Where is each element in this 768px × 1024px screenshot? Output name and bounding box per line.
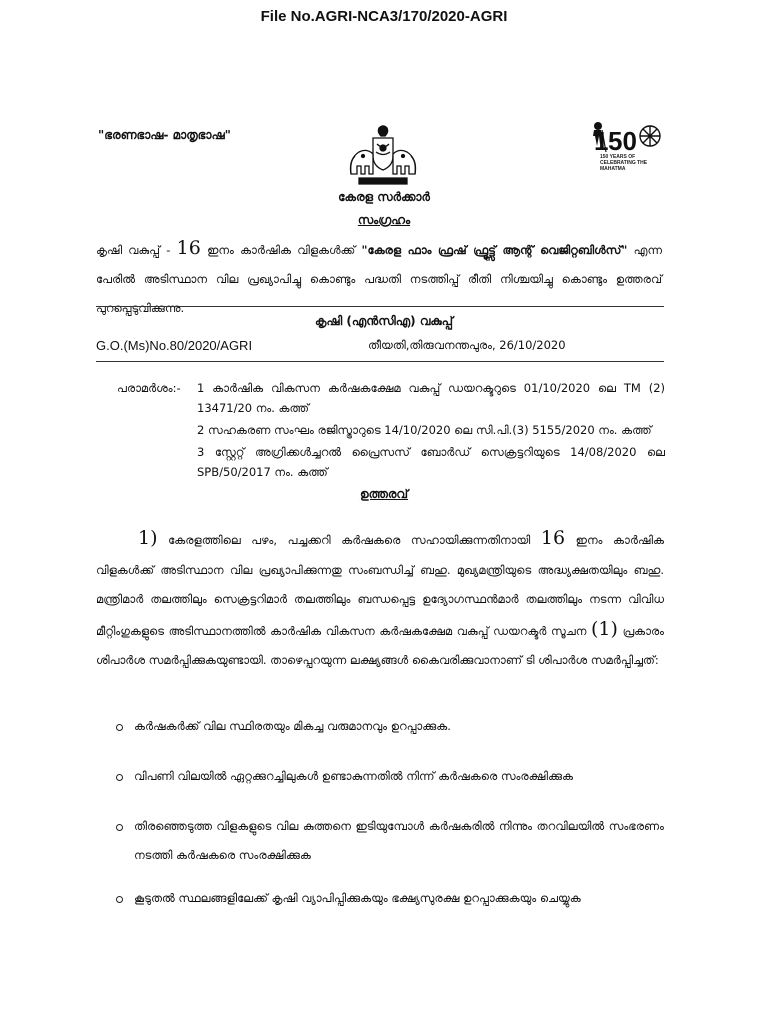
objective-text: തിരഞ്ഞെടുത്ത വിളകളുടെ വില കുത്തനെ ഇടിയുമ്പോൾ കർഷകരിൽ നിന്നും തറവിലയിൽ സംഭരണം നടത്തി കർഷകരെ സംരക്ഷിക്കുക	[134, 819, 664, 862]
summary-heading-text: സംഗ്രഹം	[357, 213, 411, 227]
references	[117, 378, 665, 484]
scheme-name: "കേരള ഫാം ഫ്രഷ് ഫ്രൂട്ട്സ് ആന്റ് വെജിറ്റബിൾസ്"	[361, 243, 628, 257]
order-paragraph	[96, 524, 664, 676]
bullet-icon	[116, 824, 123, 831]
reference-number: (1)	[591, 617, 618, 640]
list-item	[116, 812, 664, 870]
order-text-1: കേരളത്തിലെ പഴം, പച്ചക്കറി കർഷകരെ സഹായിക്കുന്നതിനായി	[157, 533, 541, 547]
reference-item	[117, 378, 665, 418]
bullet-icon	[116, 896, 123, 903]
objective-text: വിപണി വിലയിൽ ഏറ്റക്കുറച്ചിലുകൾ ഉണ്ടാകുന്നതിൽ നിന്ന് കർഷകരെ സംരക്ഷിക്കുക	[134, 769, 573, 783]
summary-heading	[0, 213, 768, 228]
government-title: കേരള സർക്കാർ	[338, 190, 430, 204]
order-heading	[0, 487, 768, 502]
gandhi-logo-text: 150 YEARS OF CELEBRATING THE MAHATMA	[600, 154, 648, 172]
summary-number: 16	[176, 237, 201, 259]
summary-paragraph	[96, 234, 662, 323]
divider-top	[96, 306, 664, 307]
file-number: File No.AGRI-NCA3/170/2020-AGRI	[260, 8, 508, 25]
bullet-icon	[116, 724, 123, 731]
list-item	[116, 762, 664, 791]
go-row	[96, 338, 566, 353]
reference-text: 1 കാർഷിക വികസന കർഷകക്ഷേമ വകുപ്പ് ഡയറക്ടറുടെ 01/10/2020 ലെ TM (2) 13471/20 നം. കത്ത്	[197, 381, 665, 415]
reference-text: 2 സഹകരണ സംഘം രജിസ്ട്രാറുടെ 14/10/2020 ലെ സി.പി.(3) 5155/2020 നം. കത്ത്	[197, 423, 652, 437]
order-text-2: ഇനം കാർഷിക വിളകൾക്ക് അടിസ്ഥാന വില പ്രഖ്യാപിക്കുന്നതു സംബന്ധിച്ച് ബഹു. മുഖ്യമന്ത്രിയുടെ അദ്ധ്യക്ഷതയിലും ബഹു. മന്ത്രിമാർ തലത്തിലും സെക്രട്ടറിമാർ തലത്തിലും ബന്ധപ്പെട്ട ഉദ്യോഗസ്ഥൻമാർ തലത്തിലും നടന്ന വിവിധ മീറ്റിംഗുകളുടെ അടിസ്ഥാനത്തിൽ കാർഷിക വികസന കർഷകക്ഷേമ വകുപ്പ് ഡയറക്ടർ സൂചന	[96, 533, 664, 638]
list-item	[116, 712, 664, 741]
divider-bottom	[96, 361, 664, 362]
go-number: G.O.(Ms)No.80/2020/AGRI	[96, 338, 253, 353]
reference-text: 3 സ്റ്റേറ്റ് അഗ്രിക്കൾച്ചറൽ പ്രൈസസ് ബോർഡ് സെക്രട്ടറിയുടെ 14/08/2020 ലെ SPB/50/2017 നം. കത്ത്	[197, 445, 665, 479]
bullet-icon	[116, 774, 123, 781]
summary-text-2: ഇനം കാർഷിക വിളകൾക്ക്	[200, 243, 362, 257]
department-title: കൃഷി (എൻസിഎ) വകുപ്പ്	[315, 314, 453, 328]
go-date: തീയതി,തിരുവനന്തപുരം, 26/10/2020	[368, 338, 566, 352]
crop-count: 16	[540, 527, 566, 549]
references-label: പരാമർശം:-	[117, 381, 181, 395]
kerala-emblem-icon	[343, 124, 423, 188]
summary-text-1: കൃഷി വകുപ്പ് -	[96, 243, 177, 257]
svg-text:1: 1	[594, 126, 609, 156]
objective-text: കൂടുതൽ സ്ഥലങ്ങളിലേക്ക് കൃഷി വ്യാപിപ്പിക്കുകയും ഭക്ഷ്യസുരക്ഷ ഉറപ്പാക്കുകയും ചെയ്യുക	[134, 891, 581, 905]
official-language-slogan: "ഭരണഭാഷ- മാതൃഭാഷ"	[98, 128, 231, 142]
objective-text: കർഷകർക്ക് വില സ്ഥിരതയും മികച്ച വരുമാനവും ഉറപ്പാക്കുക.	[134, 719, 451, 733]
summary-text-3: എന്ന പേരിൽ അടിസ്ഥാന വില പ്രഖ്യാപിച്ചു കൊണ്ടും പദ്ധതി നടത്തിപ്പ് രീതി നിശ്ചയിച്ചു കൊണ്ടും ഉത്തരവ് പുറപ്പെടുവിക്കുന്നു.	[96, 243, 662, 315]
reference-item	[117, 420, 665, 440]
order-text-3: പ്രകാരം ശിപാർശ സമർപ്പിക്കുകയുണ്ടായി. താഴെപ്പറയുന്ന ലക്ഷ്യങ്ങൾ കൈവരിക്കുവാനാണ് ടി ശിപാർശ സമർപ്പിച്ചത്:	[96, 623, 665, 667]
order-heading-text: ഉത്തരവ്	[359, 487, 409, 501]
svg-text:50: 50	[608, 126, 637, 156]
gandhi-150-years-logo-icon	[580, 118, 666, 182]
order-paragraph-number: 1)	[138, 527, 158, 549]
reference-item	[117, 442, 665, 482]
list-item	[116, 884, 664, 913]
